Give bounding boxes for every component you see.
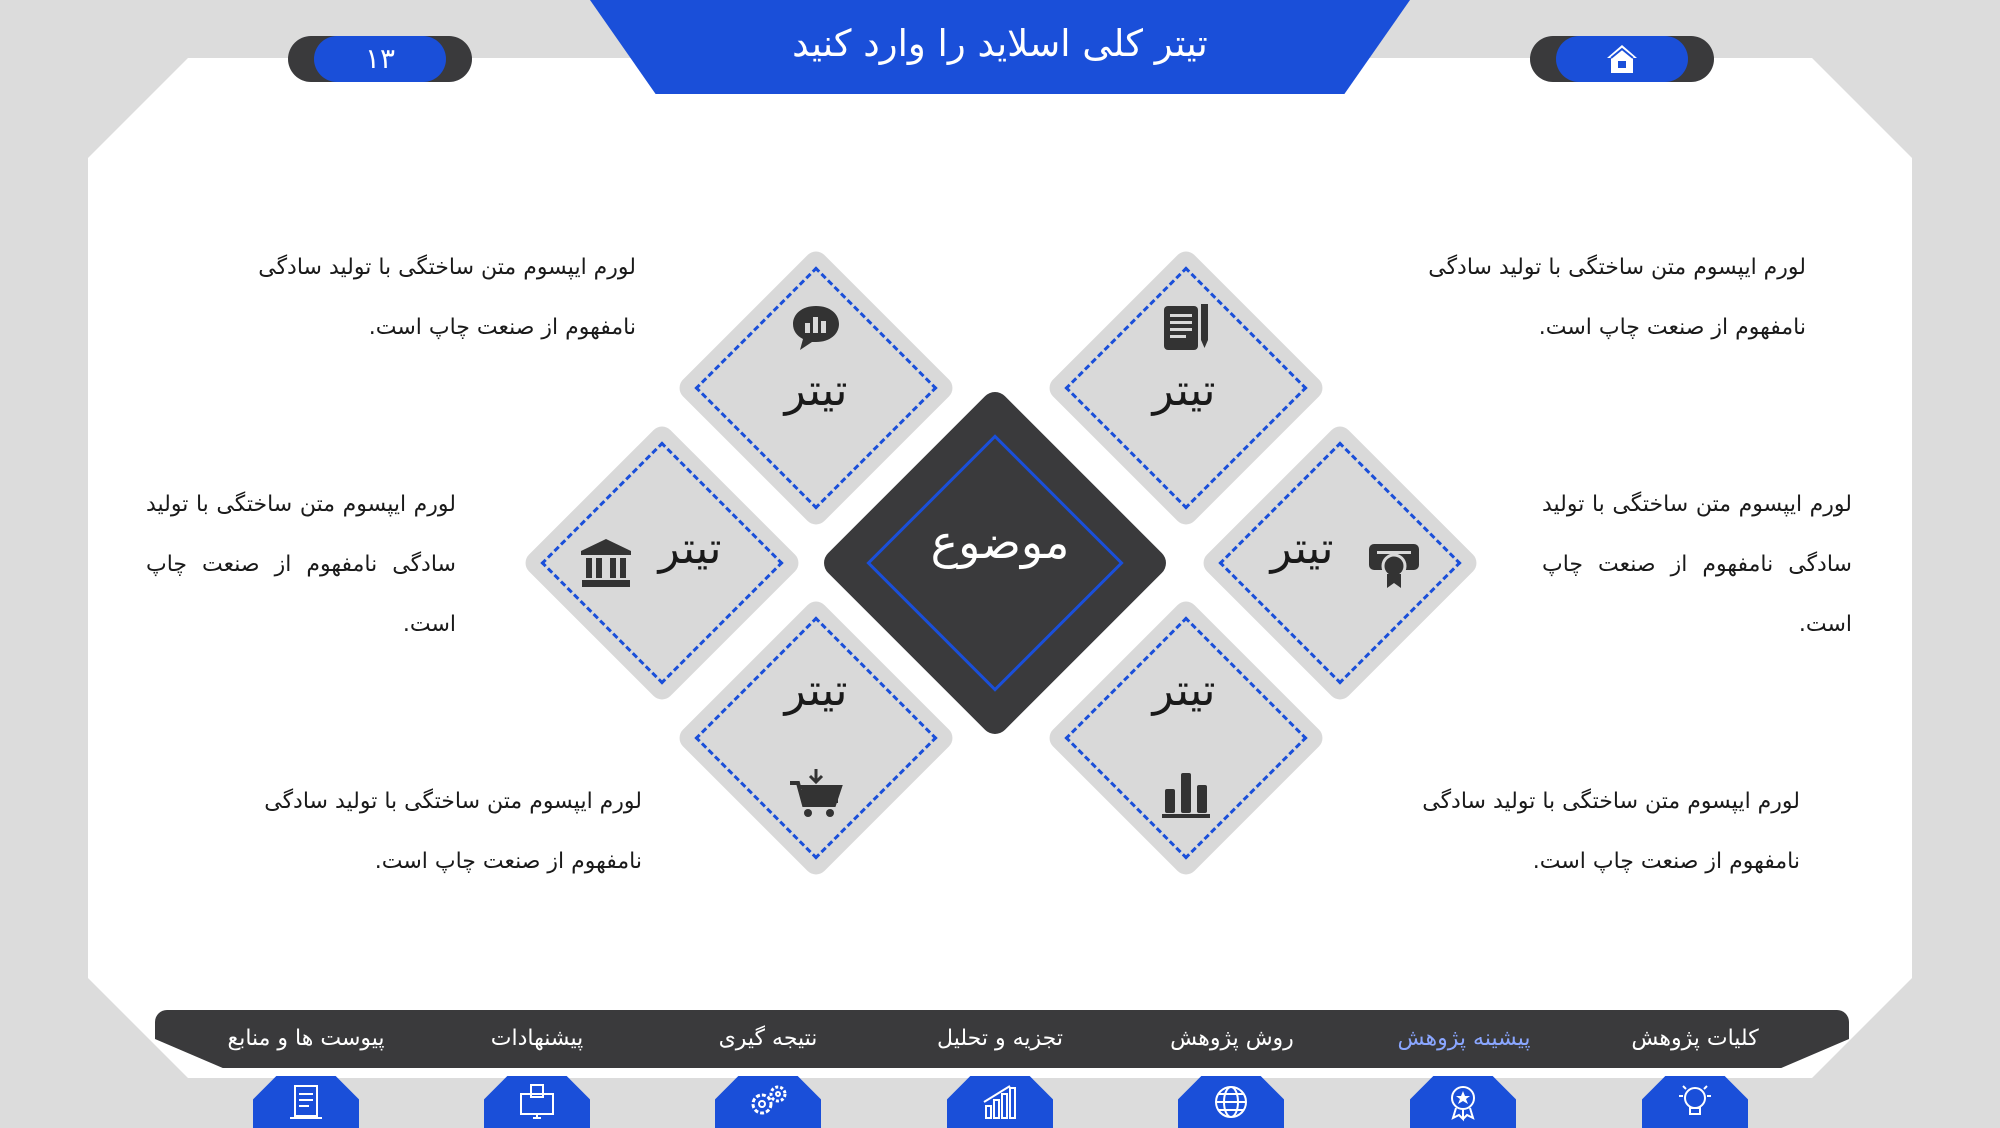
lightbulb-icon [1675, 1082, 1715, 1122]
nav-item-conclusion[interactable]: نتیجه گیری [718, 1026, 818, 1051]
slide-title: تیتر کلی اسلاید را وارد کنید [792, 22, 1208, 65]
nav-item-literature[interactable]: پیشینه پژوهش [1397, 1026, 1531, 1051]
nav-item-suggestions[interactable]: پیشنهادات [490, 1026, 584, 1051]
award-icon [1443, 1082, 1483, 1122]
monitor-icon [517, 1082, 557, 1122]
nav-icon-suggestions[interactable] [484, 1076, 590, 1128]
text-mid-right: لورم ایپسوم متن ساختگی با تولید سادگی نامفهوم از صنعت چاپ است. [1542, 492, 1852, 637]
nav-icon-method[interactable] [1178, 1076, 1284, 1128]
diamond-top-right-label: تیتر [1152, 365, 1216, 416]
bank-icon [576, 533, 636, 593]
diamond-right-label: تیتر [1270, 523, 1334, 574]
page-number: ۱۳ [314, 36, 446, 82]
home-button[interactable] [1556, 36, 1688, 82]
home-icon [1605, 43, 1639, 75]
certificate-icon [1364, 533, 1424, 593]
text-bottom-left: لورم ایپسوم متن ساختگی با تولید سادگی نامفهوم از صنعت چاپ است. [264, 789, 642, 874]
page-number-pill [288, 36, 472, 82]
nav-icon-overview[interactable] [1642, 1076, 1748, 1128]
diamond-bottom-right-label: تیتر [1152, 665, 1216, 716]
nav-item-appendix[interactable]: پیوست ها و منابع [227, 1026, 385, 1051]
chart-icon [980, 1082, 1020, 1122]
globe-icon [1211, 1082, 1251, 1122]
nav-icon-analysis[interactable] [947, 1076, 1053, 1128]
notes-pencil-icon [1156, 298, 1216, 358]
diamond-bottom-left-label: تیتر [784, 665, 848, 716]
document-icon [286, 1082, 326, 1122]
gears-icon [746, 1082, 790, 1122]
nav-icon-conclusion[interactable] [715, 1076, 821, 1128]
center-topic: موضوع [930, 515, 1070, 569]
chat-chart-icon [786, 298, 846, 358]
text-mid-left: لورم ایپسوم متن ساختگی با تولید سادگی نامفهوم از صنعت چاپ است. [146, 492, 456, 637]
text-top-right: لورم ایپسوم متن ساختگی با تولید سادگی نامفهوم از صنعت چاپ است. [1428, 255, 1806, 340]
text-top-left: لورم ایپسوم متن ساختگی با تولید سادگی نامفهوم از صنعت چاپ است. [258, 255, 636, 340]
nav-item-overview[interactable]: کلیات پژوهش [1631, 1026, 1759, 1051]
nav-item-analysis[interactable]: تجزیه و تحلیل [937, 1026, 1063, 1051]
text-bottom-right: لورم ایپسوم متن ساختگی با تولید سادگی نامفهوم از صنعت چاپ است. [1422, 789, 1800, 874]
diamond-top-left-label: تیتر [784, 365, 848, 416]
diamond-left-label: تیتر [658, 523, 722, 574]
nav-icon-literature[interactable] [1410, 1076, 1516, 1128]
shopping-cart-icon [786, 763, 846, 823]
home-pill[interactable] [1530, 36, 1714, 82]
nav-icon-appendix[interactable] [253, 1076, 359, 1128]
bar-chart-icon [1156, 763, 1216, 823]
nav-item-method[interactable]: روش پژوهش [1170, 1026, 1294, 1051]
